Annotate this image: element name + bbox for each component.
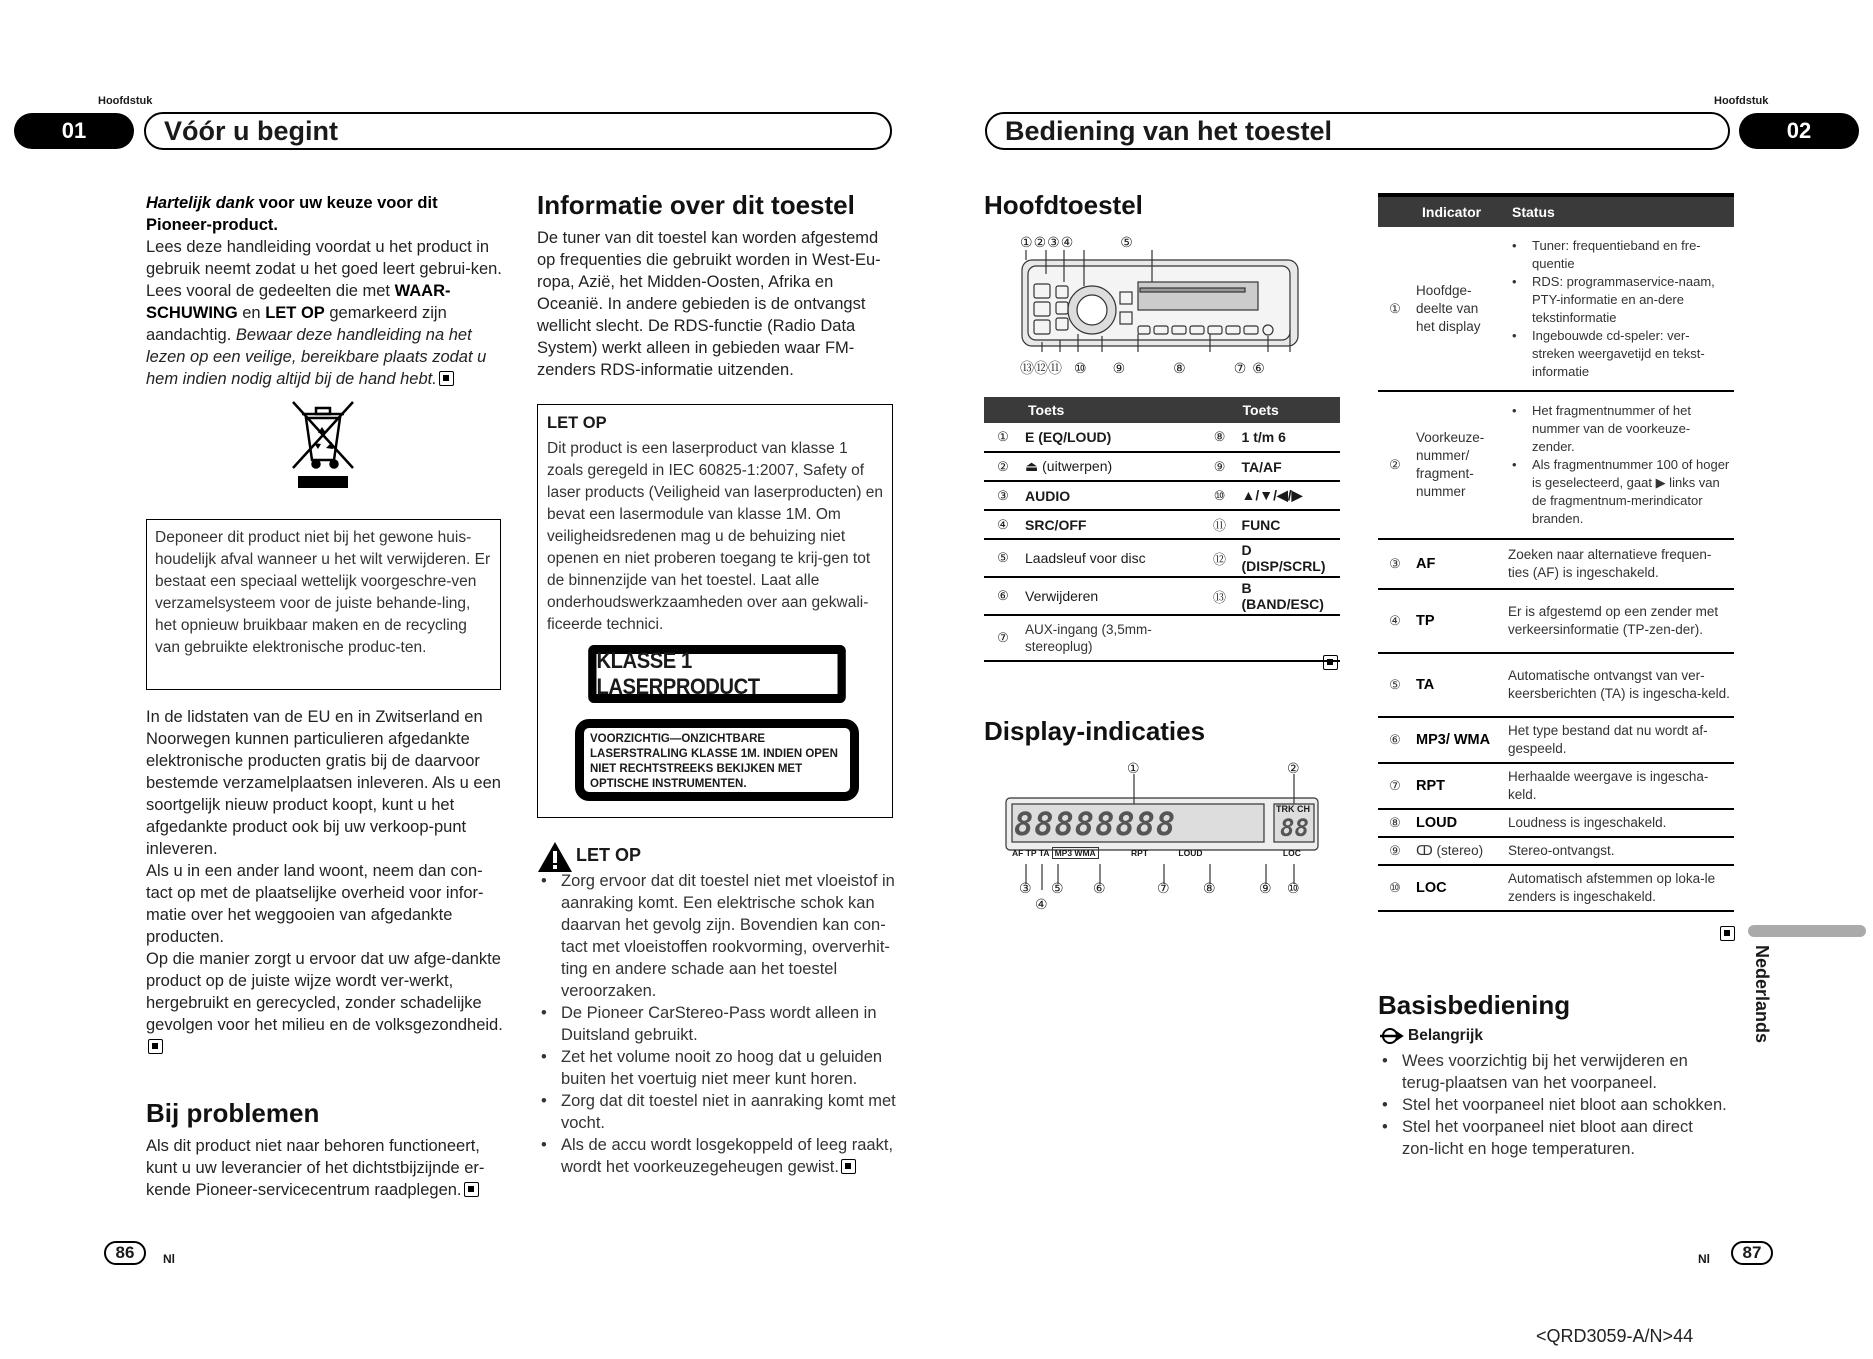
end-mark-icon [1323,655,1338,670]
callout: ⑤ [1120,234,1134,250]
callout: ⑧ [1173,360,1186,376]
callout: ⑨ [1259,880,1272,896]
intro-text-2: gemarkeerd zijn aandachtig. [146,304,447,344]
basis-title: Basisbediening [1378,990,1571,1020]
indicator-loud: LOUD [1178,848,1203,858]
callout: ⑩ [1287,880,1300,896]
table-row [984,481,1340,510]
intro-italic: Bewaar deze handleiding na het lezen op een veilige, bereikbare plaats zodat u hem indien nodig altijd bij de hand hebt. [146,326,487,388]
row-num: ④ [1378,589,1412,653]
page-number-right: 87 [1731,1241,1773,1265]
indicator-name: LOUD [1412,809,1504,837]
table-row [1378,589,1734,653]
list-item: • Als fragmentnummer 100 of hoger is geselecteerd, gaat ▶ links van de fragmentnum-merindicator branden. [1508,456,1730,528]
table-row [1378,391,1734,539]
indicator-name: Voorkeuze-nummer/ fragment-nummer [1412,391,1504,539]
row-num: ⑩ [1201,481,1239,510]
intro-en: en [237,304,266,322]
indicator-name: AF [1412,539,1504,589]
table-row [1378,837,1734,865]
key-name: Verwijderen [1022,577,1201,615]
callout: ⑥ [1252,360,1265,376]
indicator-af: AF [1012,848,1024,858]
list-item: • RDS: programmaservice-naam, PTY-informatie en an-dere tekstinformatie [1508,273,1730,327]
row-num: ⑧ [1201,423,1239,452]
callout: ⑥ [1093,880,1106,896]
indicator-ta: TA [1038,848,1050,858]
unit-top-labels [1020,234,1134,251]
list-item: • Ingebouwde cd-speler: ver-streken weergavetijd en tekst-informatie [1508,327,1730,381]
callout: ② [1287,760,1300,776]
end-mark-icon [464,1182,479,1197]
key-name: E (EQ/LOUD) [1022,423,1201,452]
row-num: ③ [984,481,1022,510]
status-cell [1504,391,1734,539]
row-num: ⑦ [984,615,1022,661]
letop2-list [537,870,899,1178]
chapter-title-left: Vóór u begint [144,112,892,150]
list-item [537,1134,899,1178]
status-cell: Loudness is ingeschakeld. [1504,809,1734,837]
head-unit-diagram [1020,230,1302,382]
warning-triangle-icon [537,841,573,873]
status-cell: Zoeken naar alternatieve frequen-ties (AF) is ingeschakeld. [1504,539,1734,589]
indicator-tp: TP [1025,848,1037,858]
letop-box [537,404,893,818]
row-num: ⑪ [1201,510,1239,539]
list-item: • Wees voorzichtig bij het verwijderen en terug-plaatsen van het voorpaneel. [1378,1050,1728,1094]
thanks-italic: Hartelijk dank [146,194,255,212]
letop2-title: LET OP [576,845,642,865]
display-bottom-indicators [1012,848,1316,858]
key-name: FUNC [1239,510,1340,539]
row-num: ② [1378,391,1412,539]
thanks-line2: Pioneer-product. [146,216,279,234]
key-name: AUDIO [1022,481,1201,510]
intro-paragraph [146,236,506,390]
side-tab-label: Nederlands [1752,945,1772,1044]
row-num: ⑥ [984,577,1022,615]
callout: ① [1127,760,1140,776]
callout: ⑦ [1157,880,1170,896]
indicator-name: ↀ (stereo) [1412,837,1504,865]
row-num: ⑥ [1378,717,1412,763]
status-cell: Automatische ontvangst van ver-keersberichten (TA) is ingescha-keld. [1504,653,1734,717]
footer-code: <QRD3059-A/N>44 [1536,1326,1694,1346]
row-num: ⑬ [1201,577,1239,615]
eu-paragraph-3 [146,948,506,1058]
row-num: ⑨ [1378,837,1412,865]
key-name: D (DISP/SCRL) [1239,539,1340,577]
indicator-name: TP [1412,589,1504,653]
list-item: • De Pioneer CarStereo-Pass wordt alleen in Duitsland gebruikt. [537,1002,899,1046]
callout: ④ [1060,234,1075,250]
list-item: • Zorg ervoor dat dit toestel niet met vloeistof in aanraking komt. Een elektrische schok kan daarvan het gevolg zijn. Bovendien kan con-tact met vloeistoffen rookvorming, oververhit-ting en andere schade aan het toestel veroorzaken. [537,870,899,1002]
display-small-chars: 88 [1280,814,1309,842]
disposal-box: Deponeer dit product niet bij het gewone huis-houdelijk afval wanneer u het wilt verwijderen. Er bestaat een speciaal wettelijk voorgeschre-ven verzamelsysteem voor de juiste behande-ling, het opnieuw bruikbaar maken en de recycling van gebruikte elektronische produc-ten. [146,519,501,690]
laser-class-label: KLASSE 1 LASERPRODUCT [588,645,846,703]
unit-bottom-labels [1020,358,1302,378]
status-cell: Automatisch afstemmen op loka-le zenders is ingeschakeld. [1504,865,1734,911]
eu-para-3-text: Op die manier zorgt u ervoor dat uw afge-dankte product op de juiste wijze wordt ver-werkt, hergebruikt en gerecycled, zonder schadelijke gevolgen voor het milieu en de volksgezondheid. [146,950,503,1034]
end-mark-icon [148,1039,163,1054]
important-icon [1378,1026,1404,1046]
page-lang-left: Nl [163,1252,175,1266]
callout: ② [1033,234,1048,250]
table-row [1378,763,1734,809]
table-row [984,615,1340,661]
status-cell: Het type bestand dat nu wordt af-gespeeld. [1504,717,1734,763]
chapter-label-left: Hoofdstuk [98,95,153,107]
chapter-number-left: 01 [14,113,134,149]
end-mark-icon [1720,926,1735,941]
key-name: ▲/▼/◀/▶ [1239,481,1340,510]
key-name: Laadsleuf voor disc [1022,539,1201,577]
display-main-chars: 88888888 [1014,805,1177,843]
ind-header-2: Status [1504,197,1734,227]
list-item: • Het fragmentnummer of het nummer van de voorkeuze-zender. [1508,402,1730,456]
table-row [1378,653,1734,717]
display-diagram [1004,760,1322,910]
key-name: AUX-ingang (3,5mm-stereoplug) [1022,615,1201,661]
key-name: TA/AF [1239,452,1340,481]
chapter-title-right: Bediening van het toestel [985,112,1730,150]
callout: ⑬ [1020,360,1034,376]
indicator-name: Hoofdge-deelte van het display [1412,227,1504,391]
table-row [1378,865,1734,911]
callout: ③ [1019,880,1032,896]
basis-list [1378,1050,1728,1160]
row-num: ⑤ [1378,653,1412,717]
key-name: B (BAND/ESC) [1239,577,1340,615]
row-num: ⑩ [1378,865,1412,911]
status-cell [1504,227,1734,391]
key-name: SRC/OFF [1022,510,1201,539]
belangrijk-label: Belangrijk [1408,1027,1483,1044]
end-mark-icon [439,371,454,386]
problems-text [146,1135,506,1201]
table-row [984,452,1340,481]
table-row [984,510,1340,539]
row-num [1201,615,1239,661]
table-row [984,423,1340,452]
keys-header-2: Toets [1201,397,1340,423]
row-num: ⑧ [1378,809,1412,837]
table-row [1378,809,1734,837]
row-num: ④ [984,510,1022,539]
callout: ① [1020,234,1034,250]
list-item: • Zorg dat dit toestel niet in aanraking komt met vocht. [537,1090,899,1134]
letop-box-title: LET OP [547,414,607,432]
chapter-label-right: Hoofdstuk [1714,95,1769,107]
indicator-name: RPT [1412,763,1504,809]
laser-warning-label: VOORZICHTIG—ONZICHTBARE LASERSTRALING KLASSE 1M. INDIEN OPEN NIET RECHTSTREEKS BEKIJKEN MET OPTISCHE INSTRUMENTEN. [575,719,859,801]
indicator-rpt: RPT [1131,848,1149,858]
row-num: ⑦ [1378,763,1412,809]
callout: ⑤ [1051,880,1064,896]
intro-section [146,192,506,390]
table-row [1378,539,1734,589]
key-name: ⏏ (uitwerpen) [1022,452,1201,481]
problems-title: Bij problemen [146,1098,320,1128]
indicator-name: TA [1412,653,1504,717]
table-row [1378,227,1734,391]
list-item: • Stel het voorpaneel niet bloot aan direct zon-licht en hoge temperaturen. [1378,1116,1728,1160]
info-text: De tuner van dit toestel kan worden afgestemd op frequenties die gebruikt worden in West-Eu-ropa, Azië, het Midden-Oosten, Afrika en Oceanië. In andere gebieden is de ontvangst wellicht slecht. De RDS-functie (Radio Data System) werkt alleen in gebieden waar FM-zenders RDS-informatie uitzenden. [537,229,881,379]
keys-header-1: Toets [984,397,1201,423]
row-num: ② [984,452,1022,481]
list-item-text: Als de accu wordt losgekoppeld of leeg raakt, wordt het voorkeuzegeheugen gewist. [561,1136,894,1176]
callout: ⑦ [1233,360,1247,376]
callout: ⑪ [1048,360,1062,376]
ind-header-1: Indicator [1378,197,1504,227]
status-cell: Stereo-ontvangst. [1504,837,1734,865]
callout: ⑫ [1034,360,1048,376]
eu-paragraph-1: In de lidstaten van de EU en in Zwitserland en Noorwegen kunnen particulieren afgedankte elektronische producten gratis bij de daarvoor bestemde verzamelplaatsen inleveren. Als u een soortgelijk nieuw product koopt, kunt u het afgedankte product ook bij uw verkoop-punt inleveren. [146,708,501,858]
indicator-mp3-wma: MP3 WMA [1052,847,1099,859]
weee-bin-icon [288,398,358,490]
thanks-rest: voor uw keuze voor dit [254,194,438,212]
row-num: ⑤ [984,539,1022,577]
status-cell: Herhaalde weergave is ingescha-keld. [1504,763,1734,809]
side-tab-bar [1748,925,1866,937]
end-mark-icon [841,1159,856,1174]
callout: ④ [1035,896,1048,912]
row-num: ① [1378,227,1412,391]
info-title: Informatie over dit toestel [537,190,855,220]
list-item: • Tuner: frequentieband en fre-quentie [1508,237,1730,273]
table-row [1378,717,1734,763]
list-item: • Zet het volume nooit zo hoog dat u geluiden buiten het voertuig niet meer kunt horen. [537,1046,899,1090]
eu-paragraph-2: Als u in een ander land woont, neem dan con-tact op met de plaatselijke overheid voor infor-matie over het weggooien van afgedankte producten. [146,862,484,946]
row-num: ③ [1378,539,1412,589]
page-lang-right: Nl [1698,1252,1710,1266]
indicator-name: MP3/ WMA [1412,717,1504,763]
callout: ⑩ [1074,360,1087,376]
table-row [984,577,1340,615]
page-number-left: 86 [104,1241,146,1265]
key-name: 1 t/m 6 [1239,423,1340,452]
display-title: Display-indicaties [984,716,1206,746]
letop-box-text: Dit product is een laserproduct van klasse 1 zoals geregeld in IEC 60825-1:2007, Safety of laser products (Veiligheid van laserproducten) en bevat een lasermodule van klasse 1M. Om veiligheidsredenen mag u de behuizing niet openen en niet proberen toegang te krij-gen tot de binnenzijde van het toestel. Laat alle onderhoudswerkzaamheden over aan gekwali-ficeerde technici. [547,440,884,633]
indicator-table [1378,197,1734,912]
intro-text-1: Lees deze handleiding voordat u het product in gebruik neemt zodat u het goed leert gebrui-ken. Lees vooral de gedeelten die met [146,238,502,300]
indicator-name: LOC [1412,865,1504,911]
chapter-number-right: 02 [1739,113,1859,149]
status-cell: Er is afgestemd op een zender met verkeersinformatie (TP-zen-der). [1504,589,1734,653]
display-trk-label: TRK CH [1276,804,1310,814]
table-row [984,539,1340,577]
callout: ⑨ [1112,360,1126,376]
intro-waarschuwing: WAAR-SCHUWING [146,282,451,322]
list-item: • Stel het voorpaneel niet bloot aan schokken. [1378,1094,1728,1116]
main-unit-title: Hoofdtoestel [984,190,1143,220]
callout: ⑧ [1203,880,1216,896]
indicator-loc: LOC [1282,848,1301,858]
row-num: ① [984,423,1022,452]
row-num: ⑫ [1201,539,1239,577]
keys-table [984,397,1340,662]
row-num: ⑨ [1201,452,1239,481]
intro-letop: LET OP [265,304,325,322]
problems-text-body: Als dit product niet naar behoren functioneert, kunt u uw leverancier of het dichtstbijzijnde er-kende Pioneer-servicecentrum raadplegen. [146,1137,485,1199]
eu-section [146,706,506,1058]
callout: ③ [1047,234,1061,250]
